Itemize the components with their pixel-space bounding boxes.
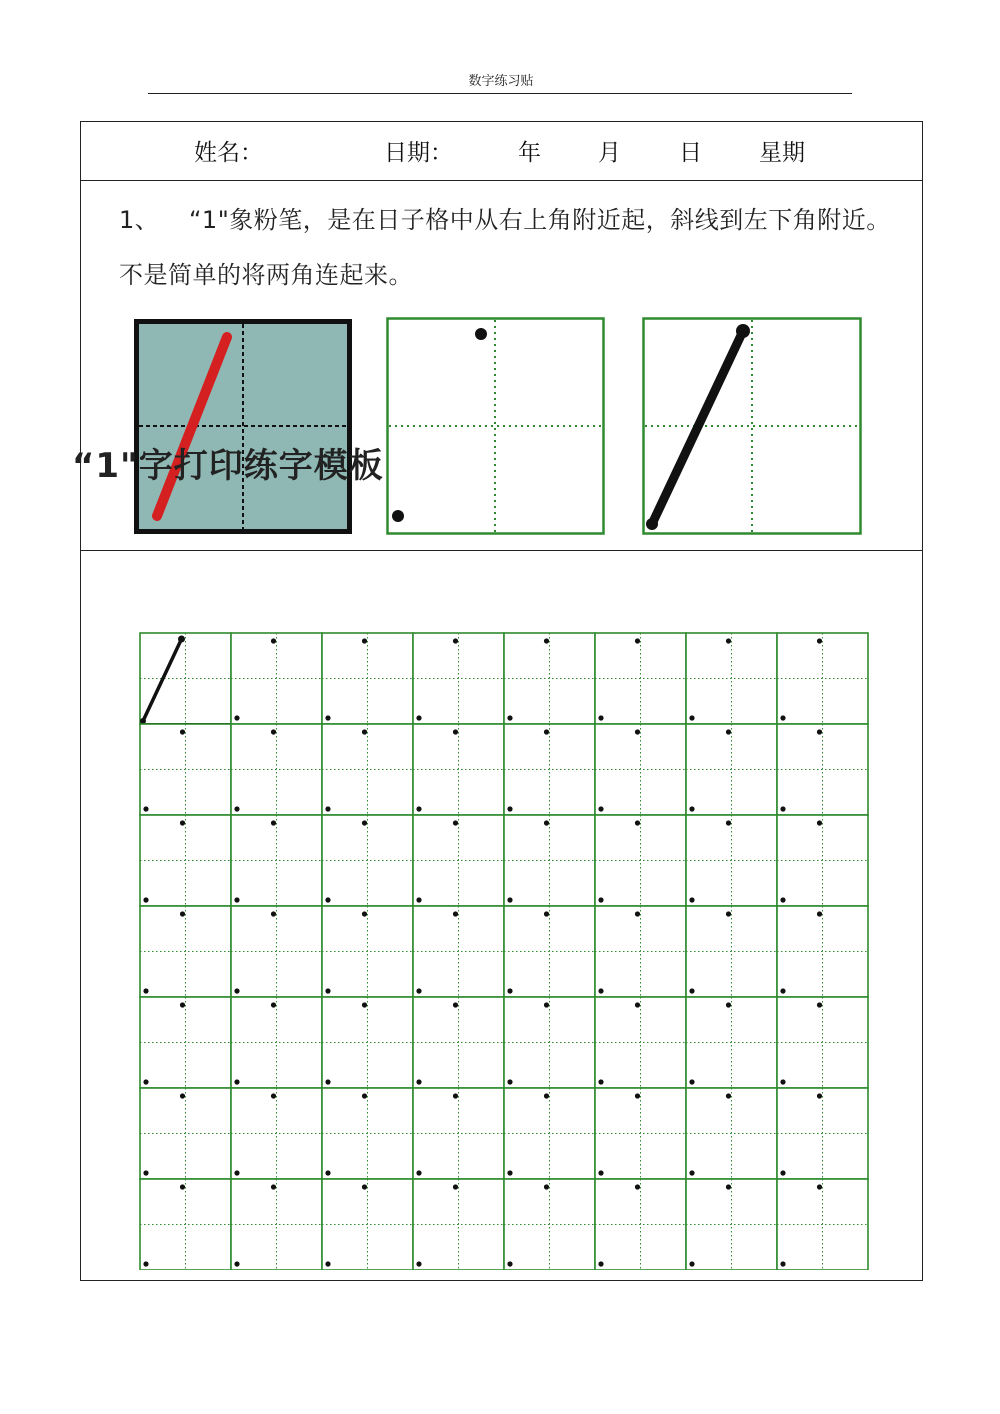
start-dot: [544, 820, 549, 825]
start-dot: [726, 911, 731, 916]
start-dot: [635, 729, 640, 734]
end-dot: [507, 988, 512, 993]
template-title: “1"字打印练字模板: [72, 446, 384, 486]
end-dot: [507, 1261, 512, 1266]
demo-start-dot: [736, 324, 750, 338]
start-dot: [180, 820, 185, 825]
end-dot: [780, 806, 785, 811]
month-label: 月: [598, 140, 621, 166]
end-dot: [234, 1079, 239, 1084]
start-dot: [180, 1093, 185, 1098]
end-dot: [689, 988, 694, 993]
start-dot: [271, 911, 276, 916]
start-dot: [817, 1002, 822, 1007]
end-dot: [325, 1170, 330, 1175]
end-dot: [689, 715, 694, 720]
end-dot: [598, 1261, 603, 1266]
header-rule: [148, 93, 852, 94]
start-dot: [271, 729, 276, 734]
start-dot: [635, 1093, 640, 1098]
start-dot: [453, 729, 458, 734]
start-dot: [362, 638, 367, 643]
end-dot: [234, 988, 239, 993]
end-dot: [598, 715, 603, 720]
name-label: 姓名：: [194, 140, 263, 166]
end-dot: [416, 806, 421, 811]
start-dot: [635, 1184, 640, 1189]
start-dot: [544, 1093, 549, 1098]
demo-box-stroke: [642, 317, 862, 535]
start-dot: [635, 1002, 640, 1007]
end-dot: [507, 1170, 512, 1175]
date-label: 日期：: [384, 140, 453, 166]
end-dot: [780, 715, 785, 720]
end-dot: [689, 1261, 694, 1266]
end-dot: [598, 988, 603, 993]
end-dot: [234, 806, 239, 811]
start-dot: [362, 820, 367, 825]
end-dot: [507, 1079, 512, 1084]
end-dot: [234, 897, 239, 902]
start-dot: [726, 1184, 731, 1189]
end-dot: [780, 1170, 785, 1175]
end-dot: [689, 897, 694, 902]
end-dot: [598, 806, 603, 811]
start-dot: [817, 911, 822, 916]
start-dot: [726, 729, 731, 734]
end-dot: [416, 1079, 421, 1084]
start-dot: [453, 638, 458, 643]
start-dot: [453, 911, 458, 916]
end-dot: [234, 1261, 239, 1266]
end-dot: [689, 1079, 694, 1084]
start-dot: [271, 638, 276, 643]
start-dot: [271, 1093, 276, 1098]
start-dot: [453, 1093, 458, 1098]
start-dot: [726, 1093, 731, 1098]
end-dot: [143, 1079, 148, 1084]
start-dot: [726, 1002, 731, 1007]
demo-end-dot: [392, 510, 404, 522]
end-dot: [507, 715, 512, 720]
start-dot: [726, 638, 731, 643]
demo-box-dots: [386, 317, 605, 535]
end-dot: [143, 806, 148, 811]
end-dot: [234, 715, 239, 720]
demo-start-dot: [475, 328, 487, 340]
instruction: [119, 193, 899, 303]
weekday-label: 星期: [759, 140, 805, 166]
end-dot: [143, 897, 148, 902]
start-dot: [180, 729, 185, 734]
instruction-text: “1"象粉笔，是在日子格中从右上角附近起，斜线到左下角附近。不是简单的将两角连起来。: [119, 206, 891, 289]
start-dot: [271, 1002, 276, 1007]
end-dot: [325, 988, 330, 993]
start-dot: [271, 1184, 276, 1189]
day-label: 日: [679, 140, 702, 166]
end-dot: [416, 1261, 421, 1266]
end-dot: [780, 897, 785, 902]
page-header: 数字练习贴: [468, 74, 534, 89]
end-dot: [143, 988, 148, 993]
end-dot: [598, 1079, 603, 1084]
start-dot: [362, 1184, 367, 1189]
end-dot: [325, 806, 330, 811]
info-row: [81, 122, 922, 181]
start-dot: [635, 638, 640, 643]
end-dot: [416, 988, 421, 993]
end-dot: [507, 806, 512, 811]
start-dot: [544, 729, 549, 734]
start-dot: [817, 820, 822, 825]
start-dot: [817, 1093, 822, 1098]
start-dot: [635, 820, 640, 825]
end-dot: [416, 715, 421, 720]
end-dot: [689, 1170, 694, 1175]
start-dot: [362, 1093, 367, 1098]
end-dot: [780, 1261, 785, 1266]
end-dot: [416, 897, 421, 902]
end-dot: [780, 988, 785, 993]
end-dot: [325, 715, 330, 720]
end-dot: [598, 897, 603, 902]
start-dot: [453, 820, 458, 825]
end-dot: [325, 1261, 330, 1266]
end-dot: [143, 1170, 148, 1175]
start-dot: [817, 1184, 822, 1189]
practice-grid: [139, 632, 870, 1270]
lesson-row: [81, 181, 922, 551]
start-dot: [544, 911, 549, 916]
end-dot: [780, 1079, 785, 1084]
end-dot: [416, 1170, 421, 1175]
start-dot: [362, 911, 367, 916]
start-dot: [453, 1184, 458, 1189]
start-dot: [544, 1184, 549, 1189]
start-dot: [544, 1002, 549, 1007]
instruction-number: 1、: [119, 206, 160, 234]
demo-box-chalkboard: [134, 319, 352, 534]
end-dot: [234, 1170, 239, 1175]
demo-end-dot: [646, 518, 658, 530]
start-dot: [362, 729, 367, 734]
end-dot: [507, 897, 512, 902]
start-dot: [544, 638, 549, 643]
start-dot: [817, 638, 822, 643]
start-dot: [635, 911, 640, 916]
start-dot: [271, 820, 276, 825]
end-dot: [325, 1079, 330, 1084]
start-dot: [726, 820, 731, 825]
start-dot: [817, 729, 822, 734]
end-dot: [689, 806, 694, 811]
end-dot: [325, 897, 330, 902]
year-label: 年: [518, 140, 541, 166]
start-dot: [180, 1184, 185, 1189]
end-dot: [598, 1170, 603, 1175]
start-dot: [178, 636, 185, 643]
start-dot: [180, 1002, 185, 1007]
start-dot: [453, 1002, 458, 1007]
start-dot: [362, 1002, 367, 1007]
start-dot: [180, 911, 185, 916]
end-dot: [143, 1261, 148, 1266]
